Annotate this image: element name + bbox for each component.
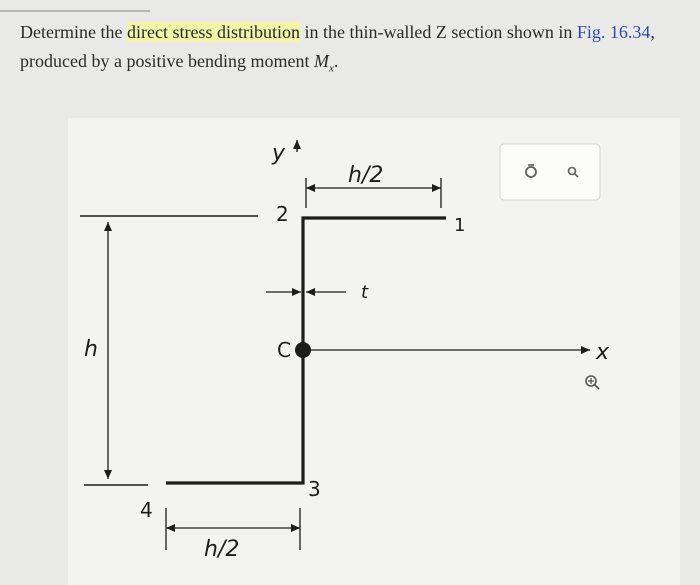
x-axis-label: x xyxy=(596,340,610,365)
moment-symbol-letter: M xyxy=(313,51,329,71)
question-end: . xyxy=(333,51,339,71)
top-flange-label: h/2 xyxy=(348,163,384,188)
z-section-figure xyxy=(0,100,700,585)
thickness-label: t xyxy=(361,282,369,303)
point-3-label: 3 xyxy=(308,477,321,501)
centroid-dot xyxy=(295,342,311,358)
question-part-1: Determine the xyxy=(20,22,127,42)
question-part-2: in the thin-walled Z section shown in xyxy=(299,22,577,42)
figure-reference-link[interactable]: Fig. 16.34 xyxy=(576,22,651,42)
point-4-label: 4 xyxy=(140,498,153,522)
height-label: h xyxy=(84,337,98,362)
figure-toolbar xyxy=(500,144,600,200)
point-2-label: 2 xyxy=(276,202,289,226)
bottom-flange-label: h/2 xyxy=(204,537,240,562)
moment-symbol-subscript: x xyxy=(328,62,334,75)
moment-symbol xyxy=(313,51,334,75)
toolbar-box xyxy=(500,144,600,200)
y-axis-label: y xyxy=(272,141,286,166)
top-divider xyxy=(0,10,150,12)
z-section-diagram xyxy=(0,100,700,585)
centroid-label: C xyxy=(277,338,291,362)
question-part-3: , produced by a positive bending moment xyxy=(20,22,655,71)
highlighted-phrase[interactable]: direct stress distribution xyxy=(126,22,300,42)
point-1-label: 1 xyxy=(454,215,466,236)
question-text xyxy=(20,18,680,84)
